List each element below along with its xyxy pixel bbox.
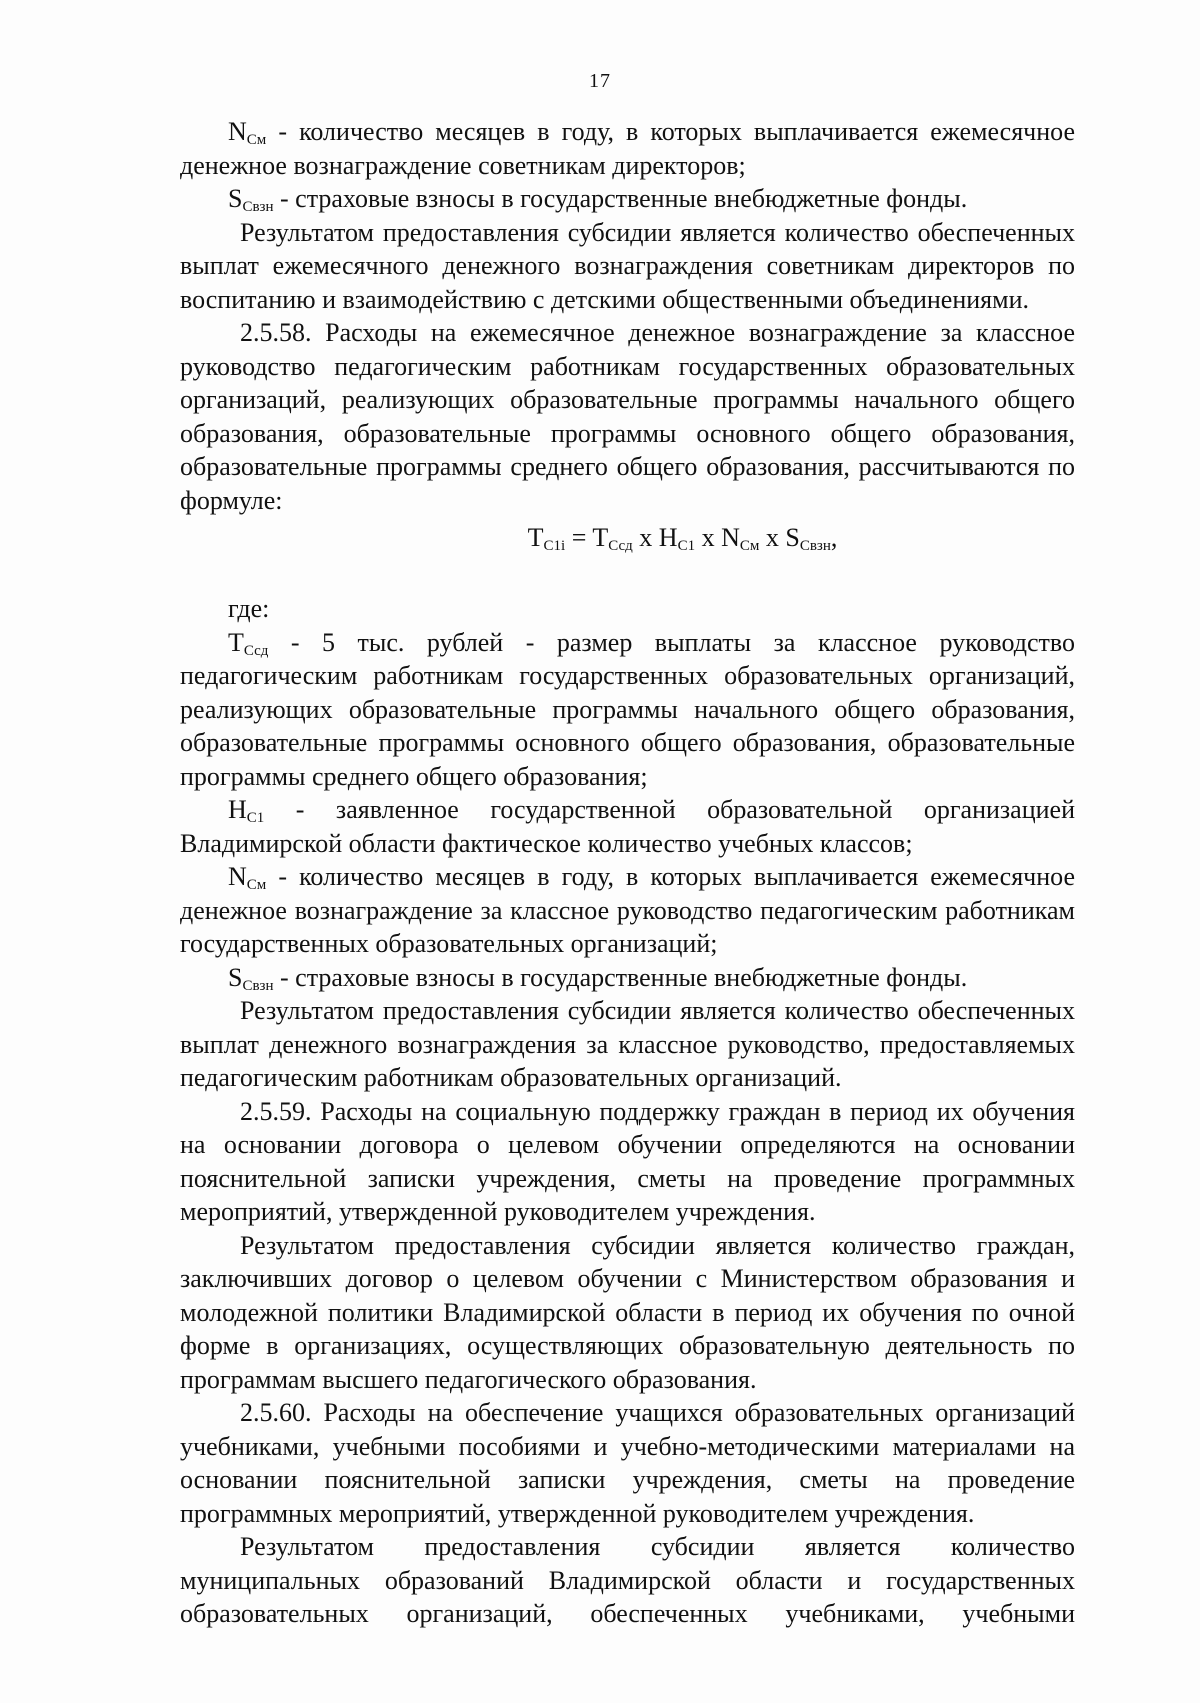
- paragraph-text: - страховые взносы в государственные внебюджетные фонды.: [273, 962, 968, 992]
- page-number: 17: [589, 70, 611, 92]
- document-body: [180, 115, 1075, 1631]
- formula-operator: x: [695, 523, 722, 552]
- symbol-subscript: C1: [246, 810, 265, 826]
- paragraph-ssvzn-definition: [180, 182, 1075, 216]
- formula-operator: =: [565, 523, 593, 552]
- formula-operator: x: [632, 523, 659, 552]
- symbol: S: [228, 184, 243, 213]
- symbol: S: [228, 962, 243, 992]
- symbol: N: [228, 117, 247, 146]
- paragraph-nsm-definition-2: [180, 860, 1075, 961]
- formula-subscript: Свзн: [799, 538, 831, 554]
- paragraph-result-textbooks: Результатом предоставления субсидии является количество муниципальных образований Владимирской области и государственных образовательных организаций, обеспеченных учебниками, учебными: [180, 1532, 1075, 1628]
- formula-subscript: См: [739, 538, 760, 554]
- formula-subscript: C1: [677, 538, 696, 554]
- paragraph-text: - количество месяцев в году, в которых выплачивается ежемесячное денежное вознаграждение за классное руководство педагогическим работникам государственных образовательных организаций;: [180, 862, 1075, 958]
- formula-punctuation: ,: [830, 523, 838, 552]
- symbol-subscript: Свзн: [242, 199, 274, 215]
- symbol: H: [228, 795, 247, 824]
- paragraph-tssd-definition: [180, 626, 1075, 794]
- symbol: T: [228, 627, 244, 657]
- paragraph-2-5-58: 2.5.58. Расходы на ежемесячное денежное вознаграждение за классное руководство педагогическим работникам государственных образовательных организаций, реализующих образовательные программы начального общего образования, образовательные программы основного общего образования, образовательные программы среднего общего образования, рассчитываются по формуле:: [180, 318, 1075, 515]
- formula-term: N: [721, 523, 740, 552]
- paragraph-text: - 5 тыс. рублей - размер выплаты за классное руководство педагогическим работникам государственных образовательных организаций, реализующих образовательные программы начального общего образования, образовательные программы основного общего образования, образовательные программы среднего общего образования;: [180, 627, 1075, 791]
- paragraph-text: - количество месяцев в году, в которых выплачивается ежемесячное денежное вознаграждение советникам директоров;: [180, 117, 1075, 180]
- paragraph-text: - заявленное государственной образовательной организацией Владимирской области фактическое количество учебных классов;: [180, 795, 1075, 858]
- symbol-subscript: См: [246, 132, 267, 148]
- formula-term: T: [592, 523, 609, 552]
- paragraph-2-5-60: 2.5.60. Расходы на обеспечение учащихся образовательных организаций учебниками, учебными пособиями и учебно-методическими материалами на основании пояснительной записки учреждения, сметы на проведение программных мероприятий, утвержденной руководителем учреждения.: [180, 1398, 1075, 1528]
- formula: [290, 521, 1075, 554]
- formula-operator: x: [759, 523, 786, 552]
- symbol-subscript: Свзн: [242, 977, 274, 994]
- paragraph-2-5-59: 2.5.59. Расходы на социальную поддержку граждан в период их обучения на основании договора о целевом обучении определяются на основании пояснительной записки учреждения, сметы на проведение программных мероприятий, утвержденной руководителем учреждения.: [180, 1096, 1075, 1226]
- formula-subscript: Ссд: [608, 538, 633, 554]
- symbol-subscript: Ссд: [243, 642, 269, 659]
- paragraph-result-class-teachers: Результатом предоставления субсидии является количество обеспеченных выплат денежного вознаграждения за классное руководство, предоставляемых педагогическим работникам образовательных организаций.: [180, 996, 1075, 1092]
- paragraph-hc1-definition: [180, 793, 1075, 860]
- paragraph-ssvzn-definition-2: [180, 961, 1075, 995]
- paragraph-where: где:: [228, 594, 270, 623]
- formula-term: S: [785, 523, 800, 552]
- symbol-subscript: См: [246, 877, 267, 893]
- paragraph-result-targeted-training: Результатом предоставления субсидии является количество граждан, заключивших договор о целевом обучении с Министерством образования и молодежной политики Владимирской области в период их обучения по очной форме в организациях, осуществляющих образовательную деятельность по программам высшего педагогического образования.: [180, 1230, 1075, 1394]
- paragraph-result-advisors: Результатом предоставления субсидии является количество обеспеченных выплат ежемесячного денежного вознаграждения советникам директоров по воспитанию и взаимодействию с детскими общественными объединениями.: [180, 217, 1075, 314]
- paragraph-nsm-definition: [180, 115, 1075, 182]
- formula-term: T: [527, 523, 544, 552]
- symbol: N: [228, 862, 247, 891]
- paragraph-text: - страховые взносы в государственные внебюджетные фонды.: [273, 184, 968, 213]
- formula-term: H: [658, 523, 678, 552]
- formula-subscript: C1i: [543, 538, 566, 554]
